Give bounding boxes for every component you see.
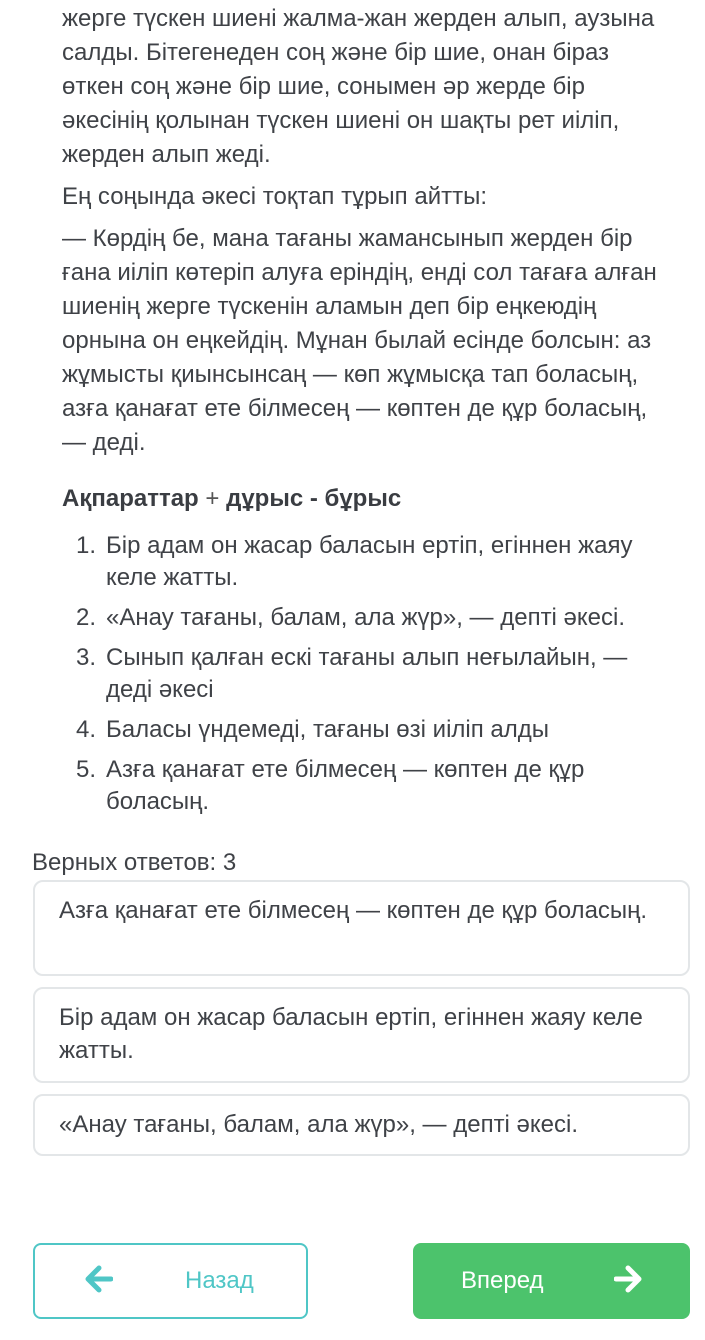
back-button[interactable] bbox=[33, 1243, 308, 1319]
section-title bbox=[62, 482, 401, 516]
list-item bbox=[62, 530, 672, 594]
list-item-text: «Анау тағаны, балам, ала жүр», — депті әкесі. bbox=[106, 604, 626, 631]
list-item-text: Баласы үндемеді, тағаны өзі иіліп алды bbox=[106, 716, 550, 743]
list-item bbox=[62, 714, 672, 746]
next-button-label: Вперед bbox=[461, 1267, 544, 1294]
list-item bbox=[62, 602, 672, 634]
answer-option[interactable]: Бір адам он жасар баласын ертіп, егіннен жаяу келе жатты. bbox=[33, 987, 690, 1083]
arrow-left-icon bbox=[85, 1263, 113, 1303]
section-title-left: Ақпараттар bbox=[62, 485, 199, 512]
back-button-label: Назад bbox=[185, 1267, 254, 1294]
correct-answers-count: Верных ответов: 3 bbox=[32, 849, 237, 876]
list-item-text: Азға қанағат ете білмесең — көптен де құр боласың. bbox=[106, 756, 585, 815]
passage-paragraph: Ең соңында әкесі тоқтап тұрып айтты: bbox=[62, 183, 488, 210]
section-title-right: дұрыс - бұрыс bbox=[226, 485, 402, 512]
answer-option[interactable]: Азға қанағат ете білмесең — көптен де құр боласың. bbox=[33, 880, 690, 976]
list-item-text: Сынып қалған ескі тағаны алып неғылайын, — деді әкесі bbox=[106, 644, 628, 703]
passage-paragraph: — Көрдің бе, мана тағаны жамансынып жерден бір ғана иіліп көтеріп алуға еріндің, енді сол тағаға алған шиенің жерге түскенін аламын деп бір еңкеюдің орнына он еңкейдің. Мұнан былай есінде болсын: аз жұмысты қиынсынсаң — көп жұмысқа тап боласың, азға қанағат ете білмесең — көптен де құр боласың, — деді. bbox=[62, 225, 657, 456]
list-item-text: Бір адам он жасар баласын ертіп, егіннен жаяу келе жатты. bbox=[106, 532, 633, 591]
list-item-number: 5. bbox=[75, 756, 96, 783]
list-item bbox=[62, 642, 672, 706]
passage-paragraph: жерге түскен шиені жалма-жан жерден алып, аузына салды. Бітегенеден соң және бір шие, онан біраз өткен соң және бір шие, сонымен әр жерде бір әкесінің қолынан түскен шиені он шақты рет иіліп, жерден алып жеді. bbox=[62, 5, 655, 168]
statement-list bbox=[62, 530, 672, 826]
list-item-number: 2. bbox=[75, 604, 96, 631]
arrow-right-icon bbox=[614, 1263, 642, 1303]
section-title-plus: + bbox=[205, 485, 220, 512]
reading-passage bbox=[62, 0, 672, 468]
list-item bbox=[62, 754, 672, 818]
answer-option[interactable]: «Анау тағаны, балам, ала жүр», — депті әкесі. bbox=[33, 1094, 690, 1156]
list-item-number: 4. bbox=[75, 716, 96, 743]
list-item-number: 3. bbox=[75, 644, 96, 671]
list-item-number: 1. bbox=[75, 532, 96, 559]
next-button[interactable] bbox=[413, 1243, 690, 1319]
